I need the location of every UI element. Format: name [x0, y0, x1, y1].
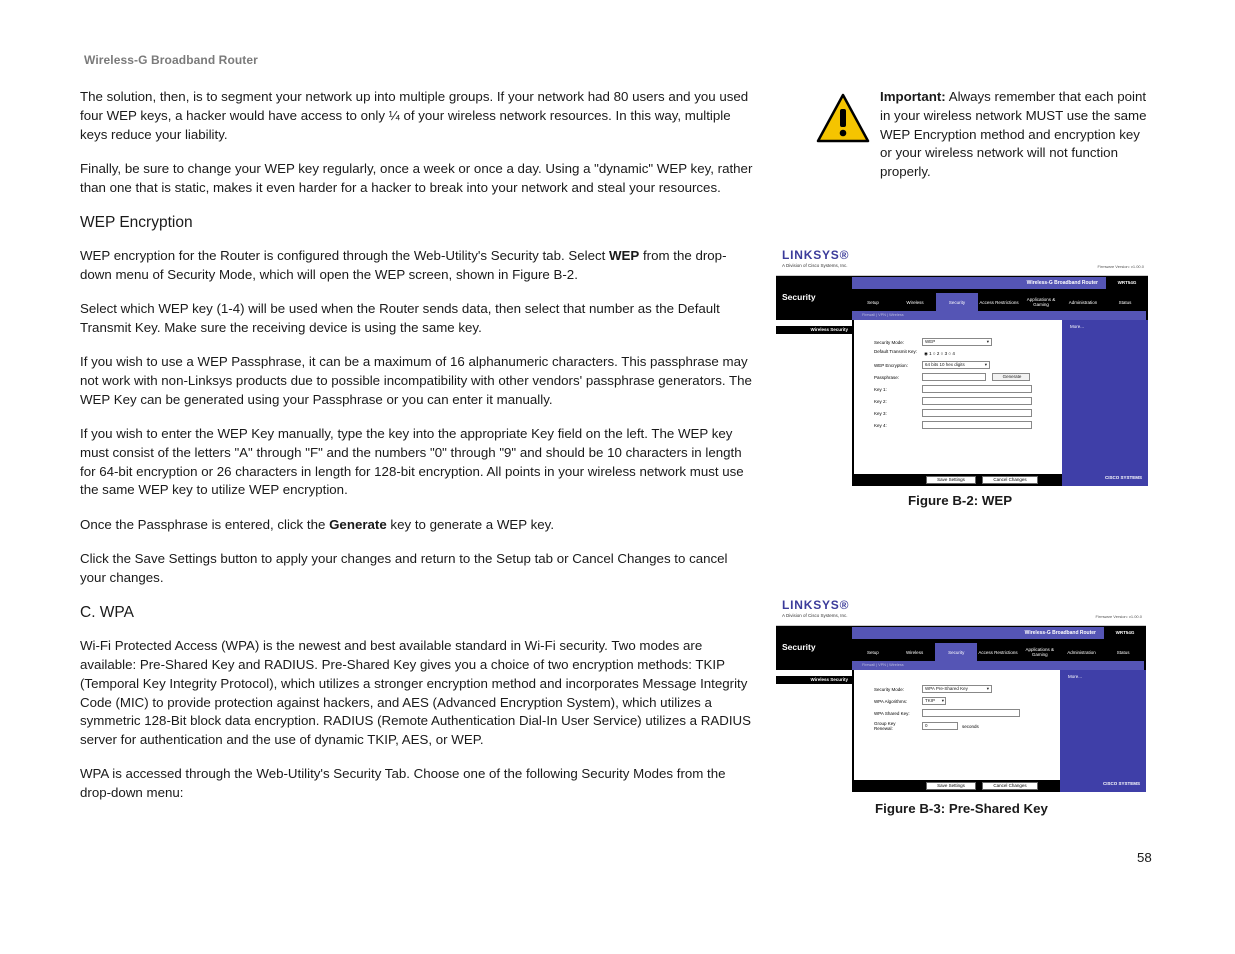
label-security-mode: Security Mode: — [874, 340, 905, 345]
important-text: Always remember that each point in your wireless network MUST use the same WEP Encryption method and encryption key or your wireless network will not function properly. — [880, 89, 1147, 180]
paragraph: Select which WEP key (1-4) will be used when the Router sends data, then select that number as the Default Transmit Key. Make sure the receiving device is using the same key. — [80, 301, 720, 335]
tab-security[interactable]: Security — [936, 293, 978, 311]
figure-psk-screenshot — [776, 594, 1146, 792]
heading-wep-encryption: WEP Encryption — [80, 213, 193, 231]
form-area — [852, 670, 1060, 792]
important-label: Important: — [880, 89, 946, 104]
label-passphrase: Passphrase: — [874, 375, 900, 380]
running-header: Wireless-G Broadband Router — [84, 53, 258, 67]
form-area — [852, 320, 1062, 486]
default-key-radios[interactable]: ◉ 1 ○ 2 ○ 3 ○ 4 — [924, 351, 955, 356]
paragraph: Wi-Fi Protected Access (WPA) is the newest and best available standard in Wi-Fi security. Two modes are available: Pre-Shared Key and RADIUS. Pre-Shared Key gives you a choice of two encryption methods: TKIP (Temporal Key Integrity Protocol), which utilizes a stronger encryption method and incorporates Message Integrity Code (MIC) to provide protection against hackers, and AES (Advanced Encryption System), which utilizes a symmetric 128-Bit block data encryption. RADIUS (Remote Authentication Dial-In User Service) utilizes a RADIUS server for authentication and the use of dynamic TKIP, AES, or WEP. — [80, 638, 751, 748]
button-bar — [852, 474, 1062, 486]
paragraph: Click the Save Settings button to apply your changes and return to the Setup tab or Cancel Changes to cancel your changes. — [80, 551, 728, 585]
label-wpa-shared-key: WPA Shared Key: — [874, 711, 910, 716]
product-name: Wireless-G Broadband Router — [852, 627, 1104, 639]
tab-wireless[interactable]: Wireless — [906, 299, 924, 305]
tab-administration[interactable]: Administration — [1068, 299, 1098, 305]
more-link[interactable]: More... — [1070, 324, 1085, 329]
tab-status[interactable]: Status — [1118, 299, 1132, 305]
model-name: WRT54G — [1106, 627, 1144, 639]
section-title: Security — [782, 642, 816, 652]
left-panel — [776, 670, 852, 792]
linksys-header — [776, 244, 1148, 276]
paragraph: WEP encryption for the Router is configured through the Web-Utility's Security tab. Select WEP from the drop-down menu of Security Mode, which will open the WEP screen, shown in Figure B-2. — [80, 247, 727, 282]
help-panel — [1060, 670, 1146, 792]
important-note — [880, 88, 1155, 182]
label-wep-encryption: WEP Encryption: — [874, 363, 908, 368]
label-key3: Key 3: — [874, 411, 887, 416]
left-panel-label: Wireless Security — [776, 326, 852, 334]
paragraph: Finally, be sure to change your WEP key regularly, once a week or once a day. Using a "dynamic" WEP key, rather than one that is static, makes it even harder for a hacker to break into your network and steal your resources. — [80, 160, 753, 195]
linksys-header — [776, 594, 1146, 626]
label-key1: Key 1: — [874, 387, 887, 392]
main-text-column — [80, 88, 756, 819]
paragraph: If you wish to enter the WEP Key manually, type the key into the appropriate Key field on the left. The WEP key must consist of the letters "A" through "F" and the numbers "0" through "9" and should be 10 characters in length for 64-bit encryption or 26 characters in length for 128-bit encryption. All points in your wireless network must use the same WEP key to utilize WEP encryption. — [80, 426, 744, 498]
group-key-renewal-input[interactable]: 0 — [922, 722, 958, 730]
logo-subtitle: A Division of Cisco Systems, Inc. — [782, 263, 848, 268]
product-name: Wireless-G Broadband Router — [852, 277, 1106, 289]
warning-icon — [816, 93, 870, 143]
tab-applications-gaming[interactable]: Applications & Gaming — [1026, 297, 1056, 307]
paragraph: The solution, then, is to segment your network up into multiple groups. If your network had 80 users and you used four WEP keys, a hacker would have access to only ¼ of your wireless network resources. In this way, multiple keys reduce your liability. — [80, 89, 749, 142]
logo-subtitle: A Division of Cisco Systems, Inc. — [782, 613, 848, 618]
tab-wireless[interactable]: Wireless — [905, 649, 924, 655]
cancel-changes-button[interactable]: Cancel Changes — [982, 476, 1038, 484]
save-settings-button[interactable]: Save Settings — [926, 476, 976, 484]
heading-wpa: C. WPA — [80, 604, 134, 622]
cisco-logo: CISCO SYSTEMS — [1102, 781, 1140, 786]
wpa-shared-key-input[interactable] — [922, 709, 1020, 717]
label-group-key-renewal: Group Key Renewal: — [874, 721, 896, 731]
tab-administration[interactable]: Administration — [1067, 649, 1096, 655]
firmware-version: Firmware Version: v1.00.0 — [1097, 264, 1144, 269]
cancel-changes-button[interactable]: Cancel Changes — [982, 782, 1038, 790]
cisco-logo: CISCO SYSTEMS — [1104, 475, 1142, 480]
figure-caption-psk: Figure B-3: Pre-Shared Key — [875, 801, 1048, 816]
left-panel-label: Wireless Security — [776, 676, 852, 684]
security-mode-select[interactable]: WEP ▾ — [922, 338, 992, 346]
tab-security[interactable]: Security — [935, 643, 977, 661]
main-tabs — [852, 293, 1146, 311]
tab-setup[interactable]: Setup — [867, 299, 879, 305]
paragraph: If you wish to use a WEP Passphrase, it can be a maximum of 16 alphanumeric characters. This passphrase may not work with non-Linksys products due to possible incompatibility with other vendors' passphrase generators. The WEP Key can be generated using your Passphrase or you can enter it manually. — [80, 354, 752, 407]
model-name: WRT54G — [1108, 277, 1146, 289]
label-key4: Key 4: — [874, 423, 887, 428]
help-panel — [1062, 320, 1148, 486]
main-tabs — [852, 643, 1144, 661]
tab-access-restrictions[interactable]: Access Restrictions — [979, 299, 1019, 305]
paragraph: WPA is accessed through the Web-Utility's Security Tab. Choose one of the following Security Modes from the drop-down menu: — [80, 766, 726, 801]
tab-applications-gaming[interactable]: Applications & Gaming — [1025, 647, 1054, 657]
sub-tabs[interactable]: Firewall | VPN | Wireless — [852, 661, 1144, 670]
figure-wep-screenshot — [776, 244, 1148, 486]
key4-input[interactable] — [922, 421, 1032, 429]
tab-setup[interactable]: Setup — [866, 649, 879, 655]
wpa-algorithms-select[interactable]: TKIP ▾ — [922, 697, 946, 705]
save-settings-button[interactable]: Save Settings — [926, 782, 976, 790]
key2-input[interactable] — [922, 397, 1032, 405]
button-bar — [852, 780, 1060, 792]
left-panel — [776, 320, 852, 486]
tab-access-restrictions[interactable]: Access Restrictions — [978, 649, 1018, 655]
linksys-logo: LINKSYS® — [782, 248, 850, 262]
key1-input[interactable] — [922, 385, 1032, 393]
linksys-logo: LINKSYS® — [782, 598, 850, 612]
label-wpa-algorithms: WPA Algorithms: — [874, 699, 908, 704]
tab-status[interactable]: Status — [1116, 649, 1130, 655]
security-mode-select[interactable]: WPA Pre-Shared Key ▾ — [922, 685, 992, 693]
paragraph: Once the Passphrase is entered, click the Generate key to generate a WEP key. — [80, 516, 555, 532]
label-security-mode: Security Mode: — [874, 687, 905, 692]
passphrase-input[interactable] — [922, 373, 986, 381]
section-title: Security — [782, 292, 816, 302]
more-link[interactable]: More... — [1068, 674, 1083, 679]
renewal-unit: seconds — [962, 724, 979, 729]
key3-input[interactable] — [922, 409, 1032, 417]
firmware-version: Firmware Version: v1.00.0 — [1095, 614, 1142, 619]
sub-tabs[interactable]: Firewall | VPN | Wireless — [852, 311, 1146, 320]
generate-button[interactable]: Generate — [992, 373, 1030, 381]
wep-encryption-select[interactable]: 64 bits 10 hex digits ▾ — [922, 361, 990, 369]
figure-caption-wep: Figure B-2: WEP — [908, 493, 1013, 508]
label-default-key: Default Transmit Key: — [874, 349, 918, 354]
page-number: 58 — [1137, 850, 1152, 865]
label-key2: Key 2: — [874, 399, 887, 404]
